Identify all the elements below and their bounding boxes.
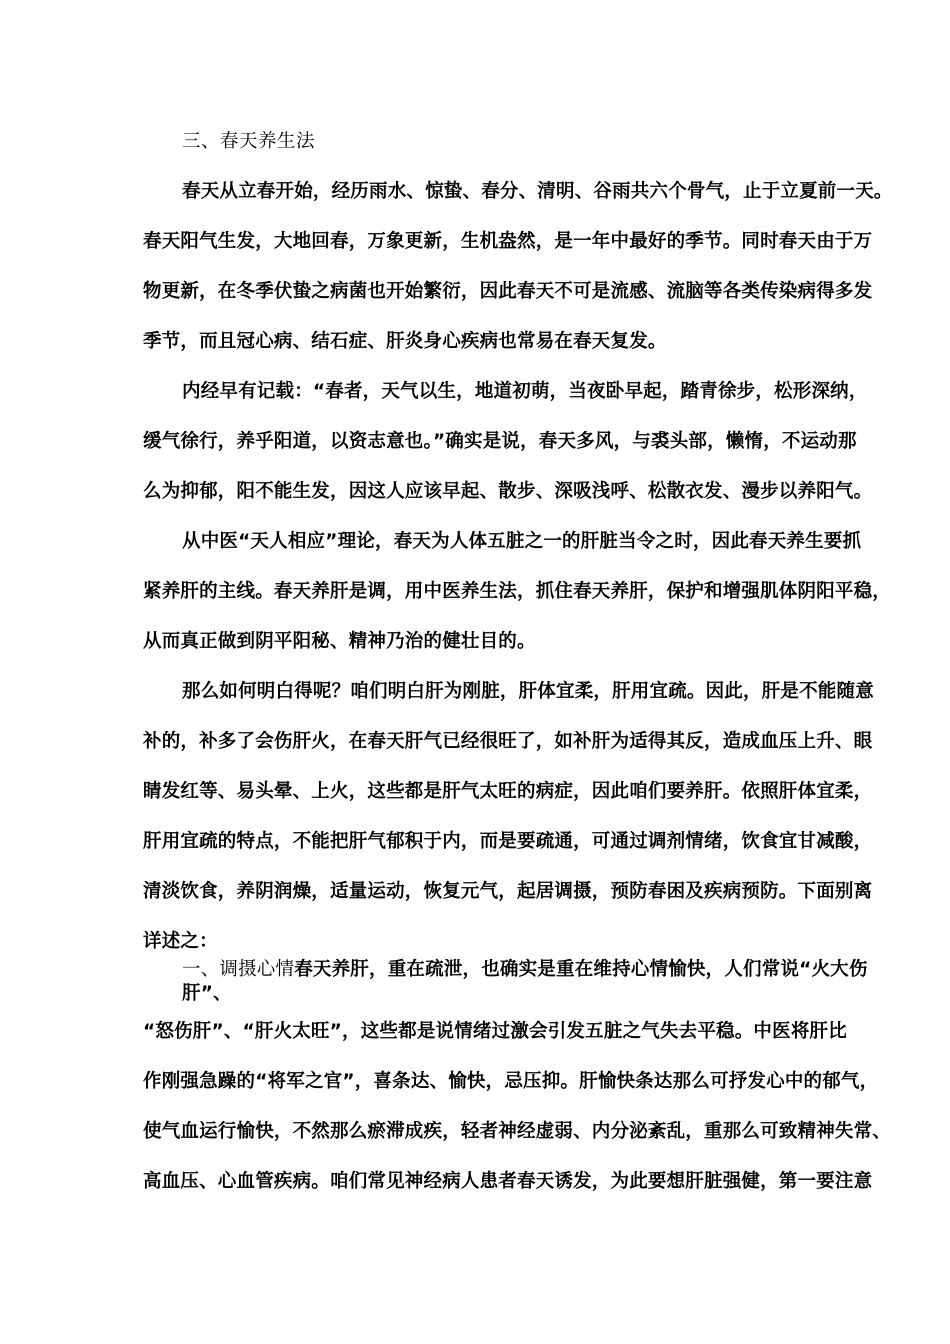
paragraph-line: 睛发红等、易头晕、上火，这些都是肝气太旺的病症，因此咱们要养肝。依照肝体宜柔，: [143, 781, 873, 802]
paragraph-line: 紧养肝的主线。春天养肝是调，用中医养生法，抓住春天养肝，保护和增强肌体阴阳平稳，: [143, 581, 892, 602]
paragraph-line: 清淡饮食，养阴润燥，适量运动，恢复元气，起居调摄，预防春困及疾病预防。下面别离: [143, 881, 873, 902]
paragraph-line: “怒伤肝”、“肝火太旺”，这些都是说情绪过激会引发五脏之气失去平稳。中医将肝比: [143, 1021, 847, 1042]
paragraph-line: 补的，补多了会伤肝火，在春天肝气已经很旺了，如补肝为适得其反，造成血压上升、眼: [143, 731, 873, 752]
paragraph-line: 春天从立春开始，经历雨水、惊蛰、春分、清明、谷雨共六个骨气，止于立夏前一天。: [182, 181, 893, 202]
section-heading: 三、春天养生法: [182, 131, 316, 152]
paragraph-line: 春天阳气生发，大地回春，万象更新，生机盎然，是一年中最好的季节。同时春天由于万: [143, 231, 873, 252]
paragraph-line: 物更新，在冬季伏蛰之病菌也开始繁衍，因此春天不可是流感、流脑等各类传染病得多发: [143, 281, 873, 302]
paragraph-line: 高血压、心血管疾病。咱们常见神经病人患者春天诱发，为此要想肝脏强健，第一要注意: [143, 1171, 873, 1192]
paragraph-line: 从而真正做到阴平阳秘、精神乃治的健壮目的。: [143, 631, 536, 652]
subsection-label: 一、调摄心情: [182, 959, 295, 980]
paragraph-line: 作刚强急躁的“将军之官”，喜条达、愉快，忌压抑。肝愉快条达那么可抒发心中的郁气，: [143, 1071, 879, 1092]
paragraph-line: 详述之：: [143, 931, 218, 952]
paragraph-line: 从中医“天人相应”理论，春天为人体五脏之一的肝脏当令之时，因此春天养生要抓: [182, 531, 862, 552]
paragraph-line: 季节，而且冠心病、结石症、肝炎身心疾病也常易在春天复发。: [143, 331, 667, 352]
paragraph-line: 么为抑郁，阳不能生发，因这人应该早起、散步、深吸浅呼、松散衣发、漫步以养阳气。: [143, 481, 873, 502]
subsection-text: 春天养肝，重在疏泄，也确实是重在维持心情愉快，人们常说“火大伤: [294, 959, 868, 980]
subsection-second-line: 肝”、: [182, 983, 232, 1004]
paragraph-line: 内经早有记载：“春者，天气以生，地道初萌，当夜卧早起，踏青徐步，松形深纳，: [182, 381, 868, 402]
paragraph-line: 缓气徐行，养乎阳道，以资志意也。”确实是说，春天多风，与裘头部，懒惰，不运动那: [143, 431, 857, 452]
subsection-first-line: [182, 958, 868, 982]
paragraph-line: 肝用宜疏的特点，不能把肝气郁积于内，而是要疏通，可通过调剂情绪，饮食宜甘减酸，: [143, 831, 873, 852]
paragraph-line: 那么如何明白得呢？咱们明白肝为刚脏，肝体宜柔，肝用宜疏。因此，肝是不能随意: [182, 681, 874, 702]
paragraph-line: 使气血运行愉快，不然那么瘀滞成疾，轻者神经虚弱、内分泌紊乱，重那么可致精神失常、: [143, 1121, 892, 1142]
